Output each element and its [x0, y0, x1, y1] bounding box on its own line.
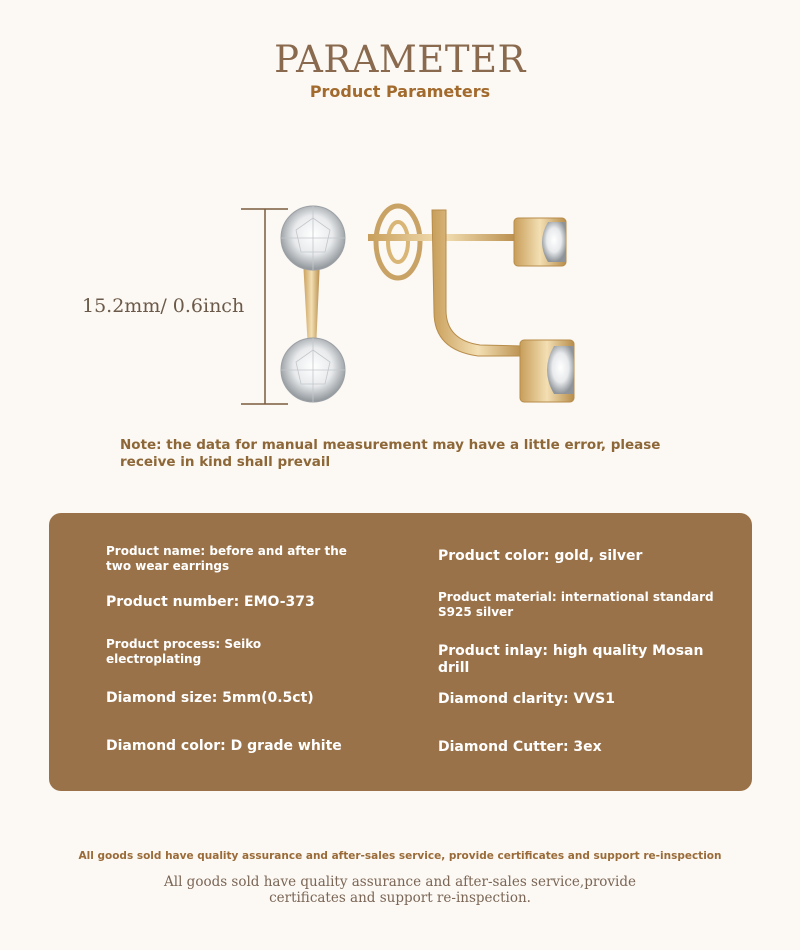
- parameters-panel: [49, 513, 752, 791]
- param-product-name: Product name: before and after the two wear earrings: [106, 544, 347, 573]
- param-product-inlay: Product inlay: high quality Mosan drill: [438, 643, 704, 676]
- front-view-earring: [281, 206, 345, 402]
- param-product-process: Product process: Seiko electroplating: [106, 637, 262, 666]
- dimension-label: 15.2mm/ 0.6inch: [82, 295, 245, 317]
- param-product-number: Product number: EMO-373: [106, 594, 315, 610]
- page-title: PARAMETER: [274, 38, 526, 81]
- param-diamond-color: Diamond color: D grade white: [106, 738, 342, 754]
- param-product-material: Product material: international standard S925 silver: [438, 590, 714, 619]
- footer-assurance-text: All goods sold have quality assurance and after-sales service,provide certificates and support re-inspection.: [164, 874, 636, 906]
- page-subtitle: Product Parameters: [309, 82, 491, 101]
- side-view-earring: [368, 206, 574, 402]
- measurement-note: Note: the data for manual measurement may have a little error, please receive in kind shall prevail: [120, 437, 661, 470]
- param-diamond-size: Diamond size: 5mm(0.5ct): [106, 690, 314, 706]
- footer-assurance-small: All goods sold have quality assurance and after-sales service, provide certificates and support re-inspection: [78, 850, 722, 862]
- param-diamond-cutter: Diamond Cutter: 3ex: [438, 739, 602, 755]
- param-product-color: Product color: gold, silver: [438, 548, 643, 564]
- param-diamond-clarity: Diamond clarity: VVS1: [438, 691, 615, 707]
